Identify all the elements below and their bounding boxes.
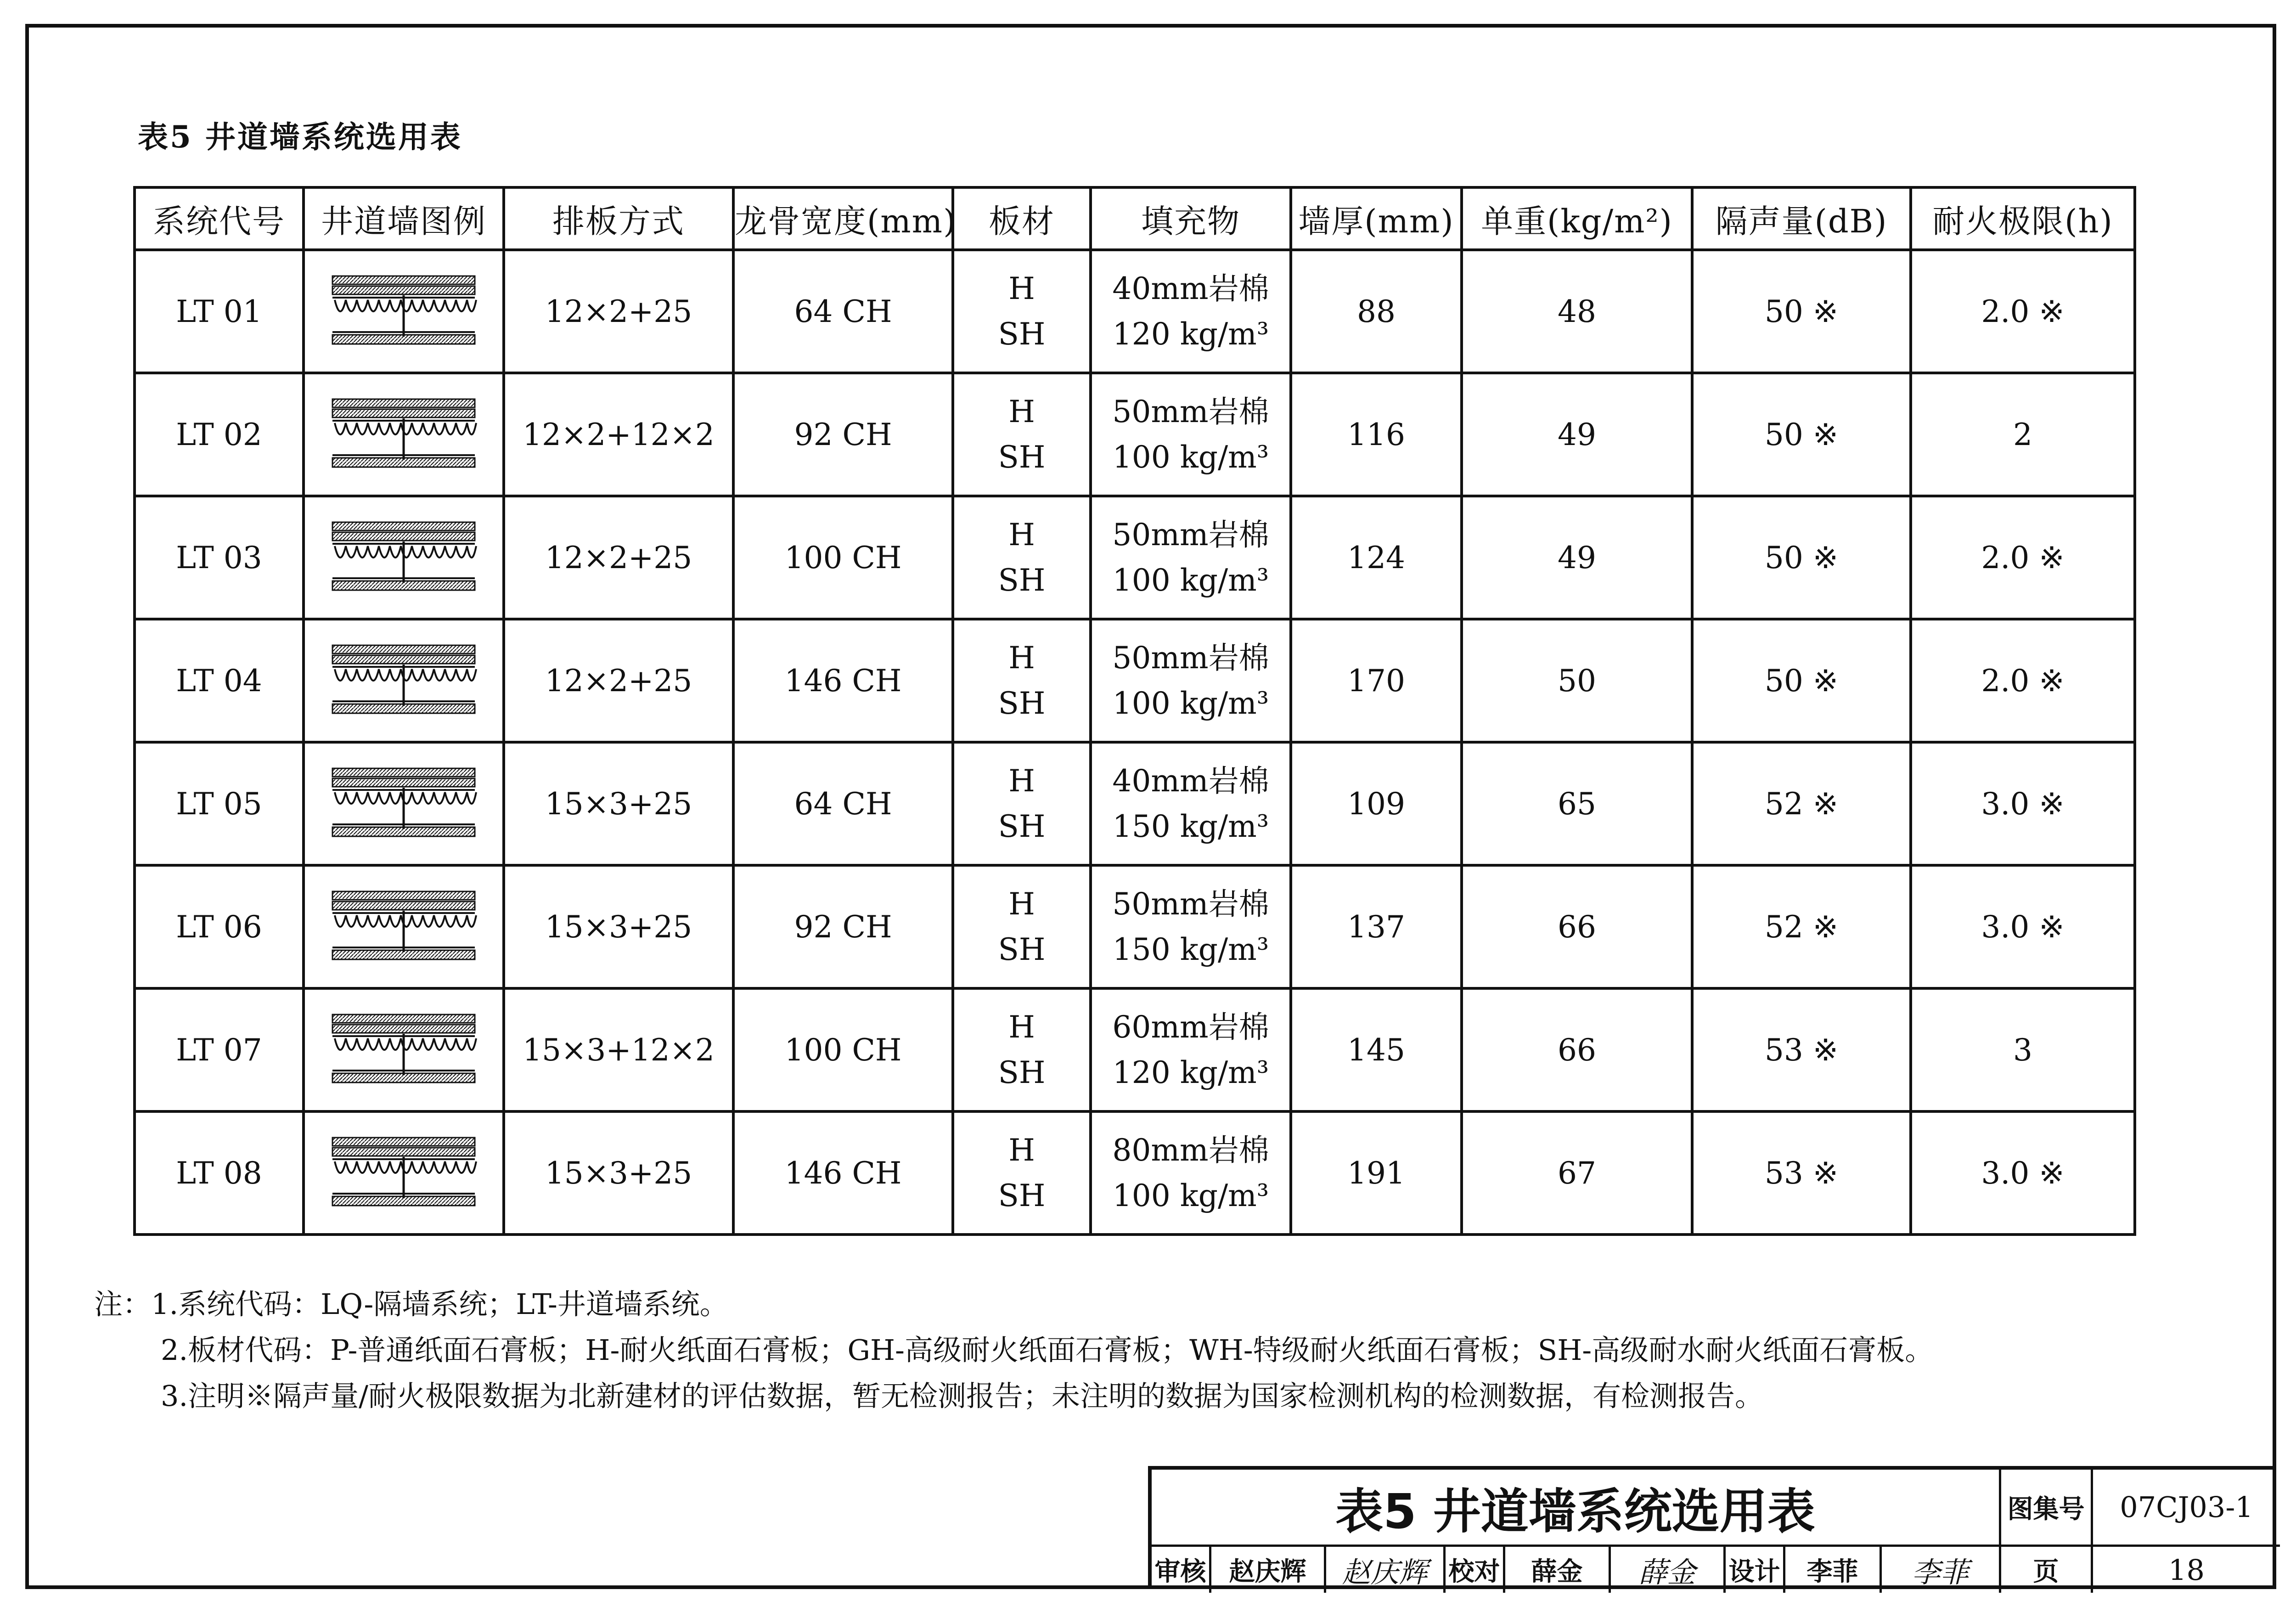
fill-density: 120 kg/m³ xyxy=(1112,1055,1269,1090)
title-block-title: 表5 井道墙系统选用表 xyxy=(1152,1470,2001,1547)
header-diagram: 井道墙图例 xyxy=(304,187,504,250)
cell-board xyxy=(953,496,1091,619)
cell-layout: 15×3+25 xyxy=(504,742,733,865)
board-code-2: SH xyxy=(998,686,1046,721)
fill-density: 150 kg/m³ xyxy=(1112,809,1269,844)
review-name: 赵庆辉 xyxy=(1211,1547,1326,1593)
header-layout: 排板方式 xyxy=(504,187,733,250)
shaft-wall-diagram-icon xyxy=(328,272,479,350)
board-code-1: H xyxy=(1008,394,1035,429)
cell-layout: 12×2+25 xyxy=(504,619,733,742)
cell-stud: 100 CH xyxy=(733,988,953,1111)
fill-density: 100 kg/m³ xyxy=(1112,440,1269,475)
table-row xyxy=(135,250,2135,373)
cell-fire: 2.0 ※ xyxy=(1911,250,2135,373)
page-label: 页 xyxy=(2001,1547,2093,1593)
cell-code: LT 05 xyxy=(135,742,304,865)
board-code-1: H xyxy=(1008,1009,1035,1045)
fill-material: 50mm岩棉 xyxy=(1112,517,1269,552)
check-name: 薛金 xyxy=(1505,1547,1611,1593)
header-board: 板材 xyxy=(953,187,1091,250)
cell-layout: 12×2+25 xyxy=(504,250,733,373)
cell-thickness: 137 xyxy=(1291,865,1462,988)
cell-layout: 12×2+25 xyxy=(504,496,733,619)
shaft-wall-diagram-icon xyxy=(328,519,479,597)
cell-fill xyxy=(1091,373,1291,496)
cell-fire: 3.0 ※ xyxy=(1911,865,2135,988)
page-number: 18 xyxy=(2168,1553,2205,1587)
cell-layout: 15×3+25 xyxy=(504,1111,733,1235)
fill-density: 120 kg/m³ xyxy=(1112,316,1269,352)
shaft-wall-table xyxy=(133,186,2136,1236)
cell-sound: 52 ※ xyxy=(1692,742,1911,865)
cell-fill xyxy=(1091,988,1291,1111)
cell-sound: 50 ※ xyxy=(1692,496,1911,619)
table-header-row xyxy=(135,187,2135,250)
cell-code: LT 06 xyxy=(135,865,304,988)
cell-board xyxy=(953,865,1091,988)
cell-diagram xyxy=(304,496,504,619)
cell-code: LT 07 xyxy=(135,988,304,1111)
check-signature: 薛金 xyxy=(1611,1547,1726,1593)
header-fire: 耐火极限(h) xyxy=(1911,187,2135,250)
cell-stud: 146 CH xyxy=(733,619,953,742)
board-code-2: SH xyxy=(998,440,1046,475)
cell-thickness: 170 xyxy=(1291,619,1462,742)
cell-stud: 92 CH xyxy=(733,373,953,496)
review-label: 审核 xyxy=(1152,1547,1211,1593)
cell-board xyxy=(953,742,1091,865)
shaft-wall-diagram-icon xyxy=(328,395,479,474)
board-code-2: SH xyxy=(998,316,1046,352)
header-sound: 隔声量(dB) xyxy=(1692,187,1911,250)
fill-material: 50mm岩棉 xyxy=(1112,394,1269,429)
fill-material: 50mm岩棉 xyxy=(1112,640,1269,676)
cell-stud: 64 CH xyxy=(733,250,953,373)
cell-stud: 92 CH xyxy=(733,865,953,988)
board-code-1: H xyxy=(1008,271,1035,306)
cell-fill xyxy=(1091,250,1291,373)
atlas-number: 07CJ03-1 xyxy=(2093,1470,2280,1547)
table-row xyxy=(135,988,2135,1111)
table-row xyxy=(135,496,2135,619)
cell-thickness: 109 xyxy=(1291,742,1462,865)
cell-fill xyxy=(1091,1111,1291,1235)
cell-diagram xyxy=(304,742,504,865)
board-code-1: H xyxy=(1008,763,1035,799)
fill-density: 100 kg/m³ xyxy=(1112,1178,1269,1213)
cell-sound: 50 ※ xyxy=(1692,373,1911,496)
header-thickness: 墙厚(mm) xyxy=(1291,187,1462,250)
table-row xyxy=(135,1111,2135,1235)
table-row xyxy=(135,742,2135,865)
fill-density: 150 kg/m³ xyxy=(1112,932,1269,967)
table-row xyxy=(135,619,2135,742)
atlas-label: 图集号 xyxy=(2001,1470,2093,1547)
cell-thickness: 191 xyxy=(1291,1111,1462,1235)
design-name: 李菲 xyxy=(1785,1547,1882,1593)
cell-sound: 53 ※ xyxy=(1692,988,1911,1111)
fill-material: 40mm岩棉 xyxy=(1112,763,1269,799)
board-code-2: SH xyxy=(998,563,1046,598)
board-code-1: H xyxy=(1008,1133,1035,1168)
cell-diagram xyxy=(304,250,504,373)
cell-thickness: 145 xyxy=(1291,988,1462,1111)
shaft-wall-diagram-icon xyxy=(328,1011,479,1089)
fill-density: 100 kg/m³ xyxy=(1112,686,1269,721)
cell-weight: 66 xyxy=(1462,865,1692,988)
check-label: 校对 xyxy=(1446,1547,1505,1593)
cell-board xyxy=(953,1111,1091,1235)
cell-fire: 2 xyxy=(1911,373,2135,496)
cell-weight: 50 xyxy=(1462,619,1692,742)
cell-thickness: 124 xyxy=(1291,496,1462,619)
cell-layout: 15×3+12×2 xyxy=(504,988,733,1111)
title-block xyxy=(1148,1466,2276,1589)
board-code-2: SH xyxy=(998,1178,1046,1213)
fill-material: 50mm岩棉 xyxy=(1112,886,1269,922)
board-code-2: SH xyxy=(998,1055,1046,1090)
cell-fire: 3.0 ※ xyxy=(1911,742,2135,865)
cell-weight: 66 xyxy=(1462,988,1692,1111)
header-code: 系统代号 xyxy=(135,187,304,250)
fill-material: 40mm岩棉 xyxy=(1112,271,1269,306)
cell-board xyxy=(953,988,1091,1111)
cell-fire: 3.0 ※ xyxy=(1911,1111,2135,1235)
cell-diagram xyxy=(304,619,504,742)
cell-weight: 65 xyxy=(1462,742,1692,865)
cell-board xyxy=(953,250,1091,373)
review-signature: 赵庆辉 xyxy=(1326,1547,1446,1593)
header-fill: 填充物 xyxy=(1091,187,1291,250)
cell-sound: 50 ※ xyxy=(1692,250,1911,373)
cell-weight: 67 xyxy=(1462,1111,1692,1235)
cell-diagram xyxy=(304,988,504,1111)
cell-diagram xyxy=(304,373,504,496)
shaft-wall-diagram-icon xyxy=(328,888,479,966)
cell-weight: 49 xyxy=(1462,373,1692,496)
cell-weight: 48 xyxy=(1462,250,1692,373)
note-line-1: 注：1.系统代码：LQ-隔墙系统；LT-井道墙系统。 xyxy=(94,1287,728,1321)
cell-code: LT 08 xyxy=(135,1111,304,1235)
cell-weight: 49 xyxy=(1462,496,1692,619)
board-code-2: SH xyxy=(998,932,1046,967)
cell-board xyxy=(953,619,1091,742)
cell-sound: 52 ※ xyxy=(1692,865,1911,988)
cell-fire: 2.0 ※ xyxy=(1911,496,2135,619)
note-line-2: 2.板材代码：P-普通纸面石膏板；H-耐火纸面石膏板；GH-高级耐火纸面石膏板；WH-特级耐火纸面石膏板；SH-高级耐水耐火纸面石膏板。 xyxy=(161,1333,1934,1367)
table-row xyxy=(135,373,2135,496)
cell-sound: 50 ※ xyxy=(1692,619,1911,742)
shaft-wall-diagram-icon xyxy=(328,1134,479,1212)
shaft-wall-diagram-icon xyxy=(328,765,479,843)
board-code-1: H xyxy=(1008,640,1035,676)
fill-density: 100 kg/m³ xyxy=(1112,563,1269,598)
cell-code: LT 03 xyxy=(135,496,304,619)
cell-thickness: 88 xyxy=(1291,250,1462,373)
cell-layout: 12×2+12×2 xyxy=(504,373,733,496)
cell-fill xyxy=(1091,742,1291,865)
shaft-wall-diagram-icon xyxy=(328,642,479,720)
cell-fire: 3 xyxy=(1911,988,2135,1111)
fill-material: 80mm岩棉 xyxy=(1112,1133,1269,1168)
board-code-2: SH xyxy=(998,809,1046,844)
header-stud: 龙骨宽度(mm) xyxy=(733,187,953,250)
cell-fire: 2.0 ※ xyxy=(1911,619,2135,742)
cell-code: LT 02 xyxy=(135,373,304,496)
cell-diagram xyxy=(304,1111,504,1235)
fill-material: 60mm岩棉 xyxy=(1112,1009,1269,1045)
cell-layout: 15×3+25 xyxy=(504,865,733,988)
board-code-1: H xyxy=(1008,517,1035,552)
cell-diagram xyxy=(304,865,504,988)
cell-thickness: 116 xyxy=(1291,373,1462,496)
design-label: 设计 xyxy=(1726,1547,1785,1593)
cell-stud: 100 CH xyxy=(733,496,953,619)
cell-sound: 53 ※ xyxy=(1692,1111,1911,1235)
cell-fill xyxy=(1091,496,1291,619)
notes xyxy=(94,1281,1933,1419)
cell-stud: 146 CH xyxy=(733,1111,953,1235)
cell-stud: 64 CH xyxy=(733,742,953,865)
design-signature: 李菲 xyxy=(1882,1547,2001,1593)
board-code-1: H xyxy=(1008,886,1035,922)
cell-code: LT 04 xyxy=(135,619,304,742)
table-row xyxy=(135,865,2135,988)
cell-board xyxy=(953,373,1091,496)
note-line-3: 3.注明※隔声量/耐火极限数据为北新建材的评估数据，暂无检测报告；未注明的数据为国家检测机构的检测数据，有检测报告。 xyxy=(161,1379,1764,1413)
cell-code: LT 01 xyxy=(135,250,304,373)
cell-fill xyxy=(1091,865,1291,988)
header-weight: 单重(kg/m²) xyxy=(1462,187,1692,250)
cell-fill xyxy=(1091,619,1291,742)
table-caption: 表5 井道墙系统选用表 xyxy=(138,119,462,155)
